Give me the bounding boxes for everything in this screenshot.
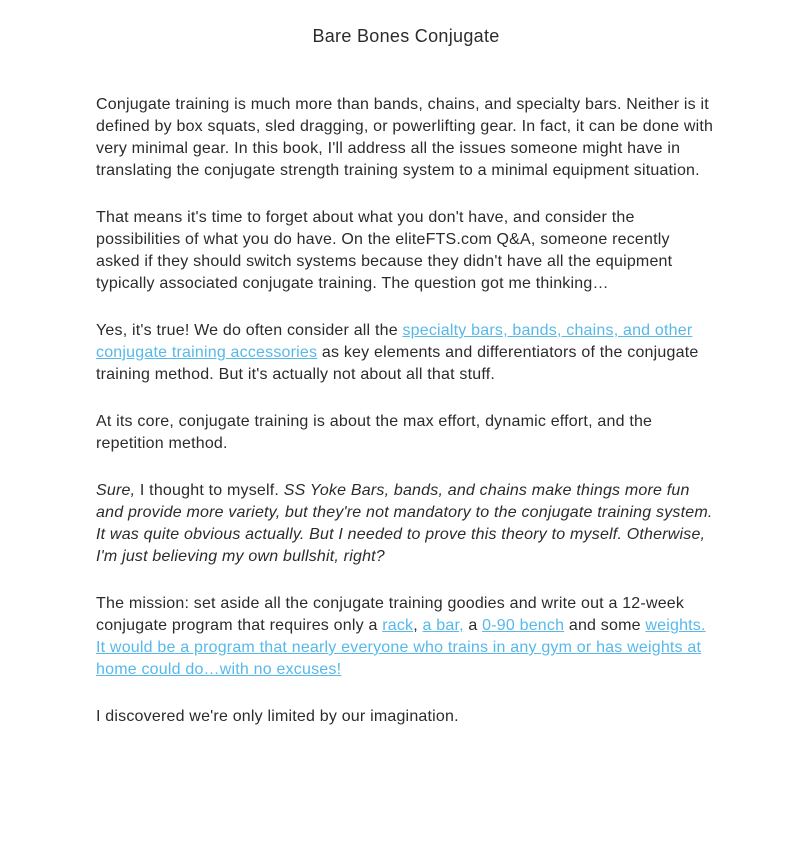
inline-link[interactable]: a bar,: [422, 617, 464, 634]
text-run: as key elements and differentiators of the conjugate training method. But it's actually not about all that stuff.: [96, 344, 699, 383]
article-body: [96, 94, 716, 728]
paragraph: [96, 706, 716, 728]
text-run: a: [463, 617, 483, 634]
inline-link[interactable]: weights. It would be a program that nearly everyone who trains in any gym or has weights at home could do…with no excuses!: [96, 617, 706, 678]
paragraph: [96, 593, 716, 681]
paragraph: [96, 320, 716, 386]
paragraph: [96, 94, 716, 182]
paragraph: [96, 480, 716, 568]
inline-link[interactable]: specialty bars, bands, chains, and other conjugate training accessories: [96, 322, 693, 361]
paragraph: [96, 411, 716, 455]
page-title: Bare Bones Conjugate: [312, 26, 500, 46]
text-run: I discovered we're only limited by our imagination.: [96, 708, 459, 725]
text-run: ,: [413, 617, 423, 634]
text-run: I thought to myself.: [135, 482, 284, 499]
text-run: The mission: set aside all the conjugate training goodies and write out a 12-week conjugate program that requires only a: [96, 595, 685, 634]
paragraph: [96, 207, 716, 295]
text-run: That means it's time to forget about what you don't have, and consider the possibilities of what you do have. On the eliteFTS.com Q&A, someone recently asked if they should switch systems because they didn't have all the equipment typically associated conjugate training. The question got me thinking…: [96, 209, 673, 292]
text-run: Conjugate training is much more than bands, chains, and specialty bars. Neither is it defined by box squats, sled dragging, or powerlifting gear. In fact, it can be done with very minimal gear. In this book, I'll address all the issues someone might have in translating the conjugate strength training system to a minimal equipment situation.: [96, 96, 714, 179]
inline-link[interactable]: 0-90 bench: [482, 617, 565, 634]
text-run: At its core, conjugate training is about the max effort, dynamic effort, and the repetition method.: [96, 413, 653, 452]
text-run: and some: [564, 617, 646, 634]
text-run-italic: Sure,: [96, 482, 136, 499]
inline-link[interactable]: rack: [382, 617, 414, 634]
text-run: Yes, it's true! We do often consider all the: [96, 322, 403, 339]
text-run-italic: SS Yoke Bars, bands, and chains make things more fun and provide more variety, but they're not mandatory to the conjugate training system. It was quite obvious actually. But I needed to prove this theory to myself. Otherwise, I'm just believing my own bullshit, right?: [96, 482, 713, 565]
